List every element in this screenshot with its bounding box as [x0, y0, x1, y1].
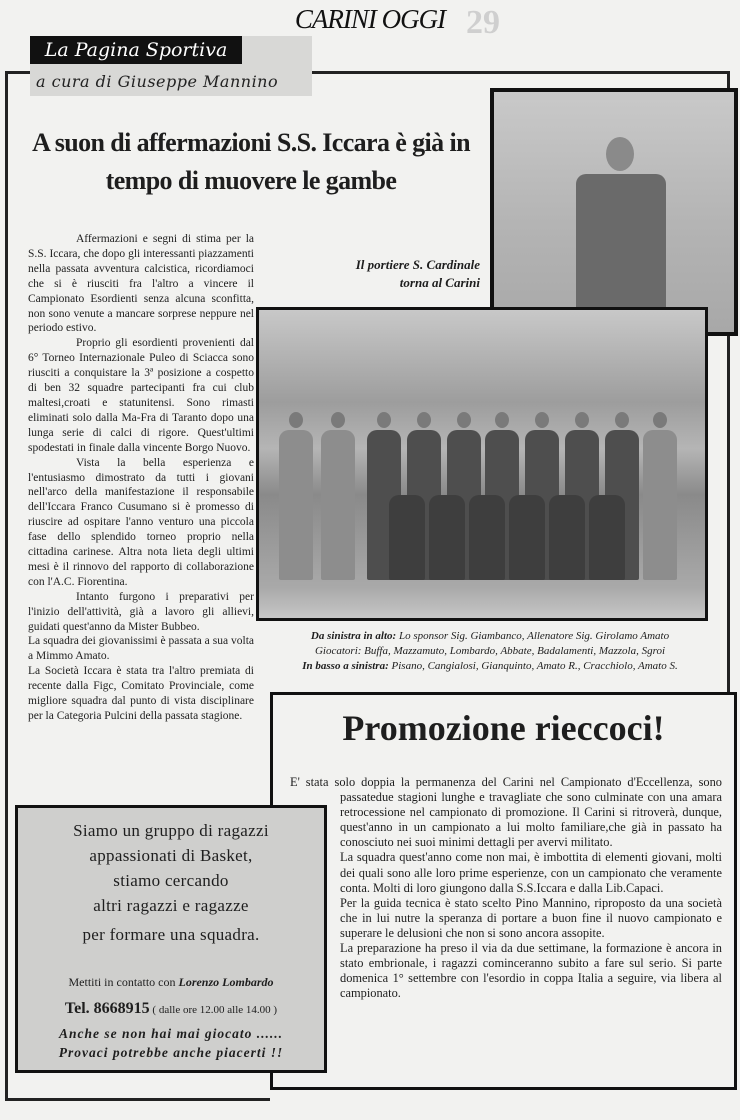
basket-advert — [15, 805, 327, 1073]
ad-line: per formare una squadra. — [82, 925, 260, 944]
team-member-head — [575, 412, 589, 428]
masthead-title: CARINI OGGI — [294, 4, 446, 34]
paragraph: La preparazione ha preso il via da due settimane, la formazione è ancora in stato embrionale, i ragazzi cominceranno subito a fare sul serio. Si parte domenica 1° settembre con l'esordio in coppa Italia a seguire, via libera al campionato. — [340, 941, 722, 1001]
article-headline: A suon di affermazioni S.S. Iccara è già in tempo di muovere le gambe — [32, 128, 470, 195]
goalkeeper-head — [606, 137, 634, 171]
paragraph: E' stata solo doppia la permanenza del Carini nel Campionato d'Eccellenza, sono passatedue stagioni lunghe e travagliate che sono culminate con una amara retrocessione nel campionato di promozione. Il Carini si ritroverà, dunque, quest'anno in un campionato a lui molto familiare,che già in passato ha conosciuto nei suoi minimi dettagli per avervi militato. — [290, 775, 722, 850]
frame-line — [312, 71, 730, 74]
frame-line — [5, 1098, 270, 1101]
team-photo — [256, 307, 708, 621]
team-member-figure — [389, 495, 425, 580]
team-member-figure — [643, 430, 677, 580]
paragraph: Vista la bella esperienza e l'entusiasmo dimostrato da tutti i giovani nell'arco della manifestazione il responsabile dell'Iccara Franco Cusumano si è promesso di riuscire ad ospitare l'anno venturo una piccola fase dello splendido torneo proprio nella cittadina carinese. Altra nota lieta degli ultimi mesi è il rinnovo del rapporto di collaborazione con l'A.C. Fiorentina. — [28, 456, 254, 588]
paragraph: Per la guida tecnica è stato scelto Pino Mannino, riproposto da una società che in lui nutre la speranza di portare a buon fine il nuovo campionato e superare le delusioni che non si sono ancora assopite. — [340, 895, 722, 940]
team-member-figure — [279, 430, 313, 580]
ad-phone: Tel. 8668915 ( dalle ore 12.00 alle 14.00 ) — [64, 1000, 278, 1017]
team-member-head — [289, 412, 303, 428]
paragraph: La Società Iccara è stata tra l'altro premiata di recente dalla Figc, Comitato Provinciale, come migliore squadra dal punto di vista disciplinare per la Categoria Pulcini della passata stagione. — [28, 665, 254, 722]
goalkeeper-caption — [290, 256, 480, 292]
team-member-head — [615, 412, 629, 428]
team-member-figure — [549, 495, 585, 580]
team-member-figure — [429, 495, 465, 580]
ad-line: appassionati di Basket, — [89, 846, 253, 865]
caption-line: Da sinistra in alto: Lo sponsor Sig. Giambanco, Allenatore Sig. Girolamo Amato — [310, 630, 670, 642]
caption-line: torna al Carini — [399, 275, 480, 290]
caption-line: Il portiere S. Cardinale — [355, 257, 480, 272]
paragraph: Proprio gli esordienti provenienti dal 6° Torneo Internazionale Puleo di Sciacca sono riusciti a conquistare la 3ª posizione a cospetto di ben 32 squadre partecipanti fra cui club maltesi,croati e statunitensi. Sono rimasti eliminati solo dalla Ma-Fra di Taranto dopo una lunga serie di calci di rigore. Quest'ultimi spodestati in finale dalla vincente Borgo Nuovo. — [28, 337, 254, 454]
section-label: La Pagina Sportiva — [30, 36, 242, 64]
ad-line: altri ragazzi e ragazze — [93, 896, 249, 915]
ad-line: Siamo un gruppo di ragazzi — [73, 821, 269, 840]
paragraph: La squadra quest'anno come non mai, è imbottita di elementi giovani, molti dei quali sono alle loro prime esperienze, con un campionato che veramente conta. Molti di loro giungono dalla S.S.Iccara e dalla Lib.Capaci. — [340, 850, 722, 895]
team-member-figure — [469, 495, 505, 580]
article-body — [290, 775, 722, 1105]
team-member-head — [535, 412, 549, 428]
paragraph: Intanto furgono i preparativi per l'inizio dell'attività, già a lavoro gli allievi, guidati quest'anno da Mister Bubbeo. — [28, 590, 254, 633]
paragraph: La squadra dei giovanissimi è passata a sua volta a Mimmo Amato. — [28, 635, 254, 663]
paragraph: Affermazioni e segni di stima per la S.S. Iccara, che dopo gli interessanti piazzamenti nella passata avventura calcistica, ricordiamoci che si è riusciti fra l'altro a vincere il Campionato Esordienti senza alcuna sconfitta, non sono venute a mancare sorprese neppure nel periodo estivo. — [28, 233, 254, 335]
team-member-head — [331, 412, 345, 428]
team-member-head — [417, 412, 431, 428]
ad-slogan: Provaci potrebbe anche piacerti !! — [58, 1045, 284, 1060]
ad-contact: Mettiti in contatto con Lorenzo Lombardo — [68, 975, 274, 989]
frame-line — [5, 71, 30, 74]
team-member-head — [653, 412, 667, 428]
article-body — [28, 232, 254, 724]
caption-line: In basso a sinistra: Pisano, Cangialosi, Gianquinto, Amato R., Cracchiolo, Amato S. — [302, 660, 678, 672]
ad-line: stiamo cercando — [113, 871, 229, 890]
team-member-figure — [589, 495, 625, 580]
byline: a cura di Giuseppe Mannino — [36, 72, 279, 91]
promozione-article — [270, 692, 737, 1090]
team-member-head — [495, 412, 509, 428]
frame-line — [5, 71, 8, 1101]
team-member-figure — [321, 430, 355, 580]
caption-line: Giocatori: Buffa, Mazzamuto, Lombardo, Abbate, Badalamenti, Mazzola, Sgroi — [314, 645, 666, 657]
team-photo-caption — [258, 629, 722, 674]
page-number: 29 — [466, 4, 500, 41]
team-member-head — [377, 412, 391, 428]
article-headline: Promozione rieccoci! — [342, 708, 665, 748]
goalkeeper-photo — [490, 88, 738, 336]
team-member-figure — [509, 495, 545, 580]
team-member-head — [457, 412, 471, 428]
ad-slogan: Anche se non hai mai giocato ...... — [58, 1026, 284, 1041]
frame-line — [727, 336, 730, 692]
